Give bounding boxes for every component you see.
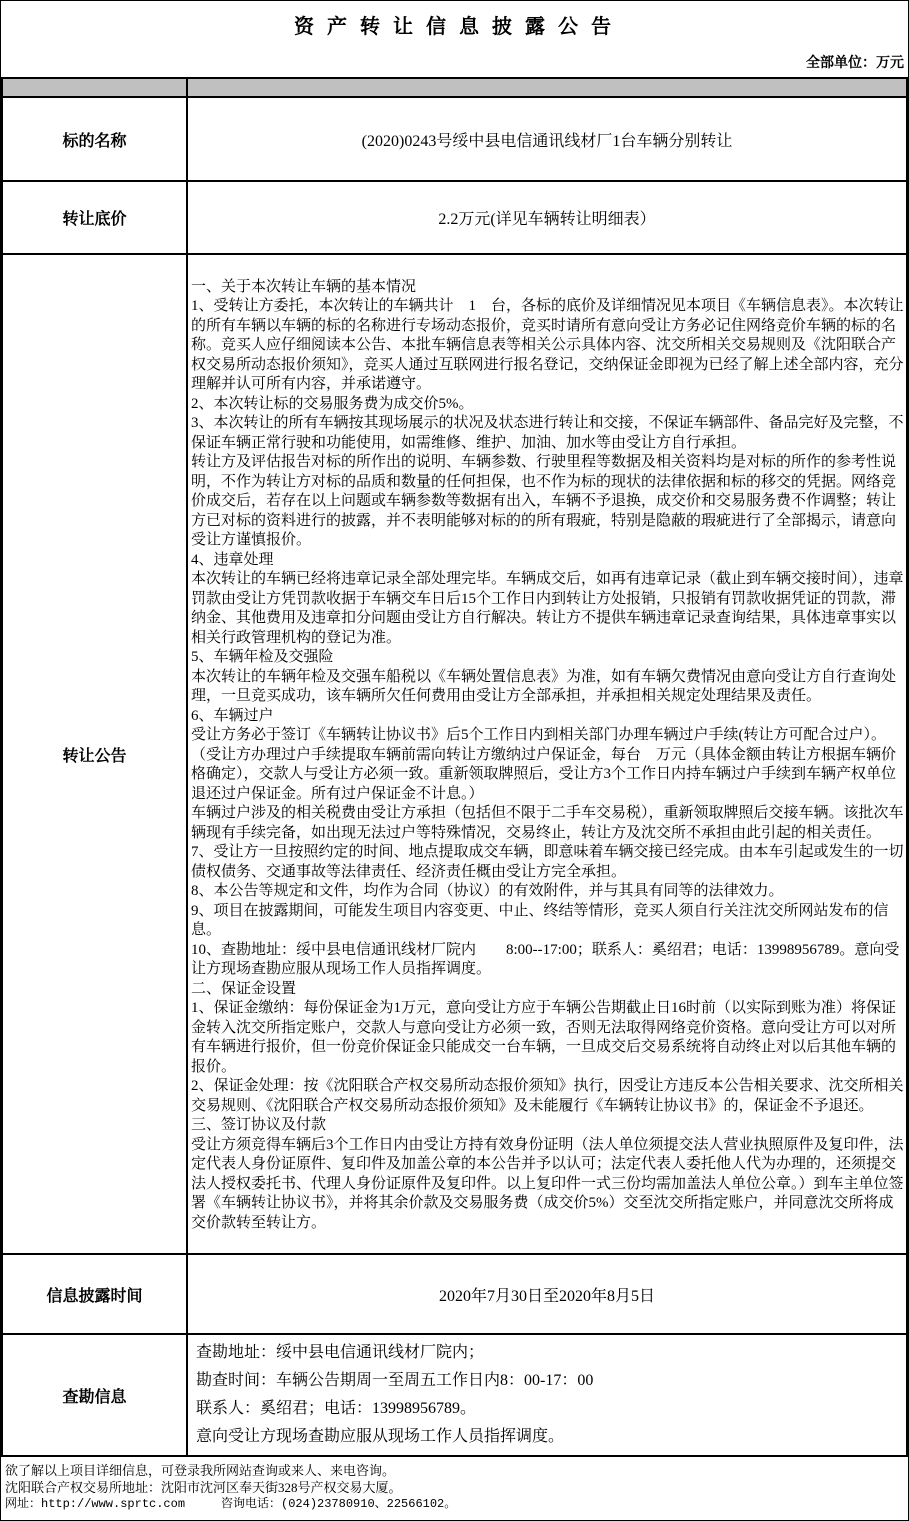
announcement-paragraph: 本次转让的车辆年检及交强车船税以《车辆处置信息表》为准，如有车辆欠费情况由意向受让方自行查询处理，一旦竞买成功，该车辆所欠任何费用由受让方全部承担，并承担相关规定处理结果及责任。	[191, 668, 897, 705]
announcement-paragraph: 本次转让的车辆已经将违章记录全部处理完毕。车辆成交后，如再有违章记录（截止到车辆交接时间），违章罚款由受让方凭罚款收据于车辆交车日后15个工作日内到转让方处报销，只报销有罚款收据凭证的罚款，滞纳金、其他费用及违章扣分问题由受让方自行解决。转让方不提供车辆违章记录查询结果，具体违章事实以相关行政管理机构的登记为准。	[191, 571, 904, 646]
announcement-text	[187, 254, 907, 1254]
table-row-announcement	[2, 254, 907, 1254]
announcement-paragraph: 1、保证金缴纳：每份保证金为1万元，意向受让方应于车辆公告期截止日16时前（以实际到账为准）将保证金转入沈交所指定账户，交款人与意向受让方必须一致，否则无法取得网络竞价资格。意向受让方可以对所有车辆进行报价，但一份竞价保证金只能成交一台车辆，一旦成交后交易系统将自动终止对以后其他车辆的报价。	[191, 1000, 897, 1075]
announcement-paragraph: 4、违章处理	[191, 551, 274, 568]
announcement-paragraph: 受让方务必于签订《车辆转让协议书》后5个工作日内到相关部门办理车辆过户手续(转让方可配合过户）。（受让方办理过户手续提取车辆前需向转让方缴纳过户保证金，每台 万元（具体金额由转让方根据车辆价格确定），交款人与受让方必须一致。重新领取牌照后，受让方3个工作日内持车辆过户手续到车辆产权单位退还过户保证金。所有过户保证金不计息。）	[191, 727, 897, 802]
announcement-label: 转让公告	[2, 254, 187, 1254]
announcement-paragraph: 10、查勘地址：绥中县电信通讯线材厂院内 8:00--17:00；联系人：奚绍君；电话：13998956789。意向受让方现场查勘应服从现场工作人员指挥调度。	[191, 941, 900, 978]
table-row-price	[2, 181, 907, 254]
survey-info-label: 查勘信息	[2, 1334, 187, 1456]
announcement-paragraph: 三、签订协议及付款	[191, 1117, 327, 1134]
survey-line-contact: 联系人：奚绍君；电话：13998956789。	[196, 1400, 477, 1417]
header-band-value-cell	[187, 78, 907, 97]
subject-label: 标的名称	[2, 97, 187, 181]
survey-line-note: 意向受让方现场查勘应服从现场工作人员指挥调度。	[196, 1428, 565, 1445]
price-value: 2.2万元(详见车辆转让明细表）	[187, 181, 907, 254]
subject-value: (2020)0243号绥中县电信通讯线材厂1台车辆分别转让	[187, 97, 907, 181]
survey-line-time: 勘查时间：车辆公告期周一至周五工作日内8：00-17：00	[196, 1372, 594, 1389]
table-row-subject	[2, 97, 907, 181]
survey-line-address: 查勘地址：绥中县电信通讯线材厂院内；	[196, 1344, 485, 1361]
announcement-paragraph: 受让方须竞得车辆后3个工作日内由受让方持有效身份证明（法人单位须提交法人营业执照原件及复印件，法定代表人身份证原件、复印件及加盖公章的本公告并予以认可；法定代表人委托他人代为办理的，还须提交法人授权委托书、代理人身份证原件及复印件。以上复印件一式三份均需加盖法人单位公章。）到车主单位签署《车辆转让协议书》，并将其余价款及交易服务费（成交价5%）交至沈交所指定账户，并同意沈交所将成交价款转至转让方。	[191, 1136, 904, 1231]
announcement-paragraph: 二、保证金设置	[191, 980, 297, 997]
footer-line-address: 沈阳联合产权交易所地址：沈阳市沈河区奉天街328号产权交易大厦。	[5, 1480, 402, 1495]
footer-line-website-phone: 网址：http://www.sprtc.com 咨询电话：(024)23780910、22566102。	[5, 1497, 457, 1511]
announcement-paragraph: 车辆过户涉及的相关税费由受让方承担（包括但不限于二手车交易税），重新领取牌照后交接车辆。该批次车辆现有手续完备，如出现无法过户等特殊情况，交易终止，转让方及沈交所不承担由此引起的相关责任。	[191, 805, 904, 841]
disclosure-time-label: 信息披露时间	[2, 1254, 187, 1334]
announcement-paragraph: 1、受转让方委托，本次转让的车辆共计 1 台，各标的底价及详细情况见本项目《车辆信息表》。本次转让的所有车辆以车辆的标的名称进行专场动态报价，竞买时请所有意向受让方务必记住网络竞价车辆的标的名称。竞买人应仔细阅读本公告、本批车辆信息表等相关公示具体内容、沈交所相关交易规则及《沈阳联合产权交易所动态报价须知》，竞买人通过互联网进行报名登记，交纳保证金即视为已经了解上述全部内容，充分理解并认可所有内容，并承诺遵守。	[191, 298, 904, 393]
survey-info-text	[187, 1334, 907, 1456]
unit-note: 全部单位：万元	[806, 56, 904, 71]
announcement-paragraph: 6、车辆过户	[191, 707, 274, 724]
table-row-disclosure-time	[2, 1254, 907, 1334]
announcement-paragraph: 3、本次转让的所有车辆按其现场展示的状况及状态进行转让和交接，不保证车辆部件、备品完好及完整，不保证车辆正常行驶和功能使用，如需维修、维护、加油、加水等由受让方自行承担。	[191, 415, 904, 451]
announcement-paragraph: 2、本次转让标的交易服务费为成交价5%。	[191, 395, 474, 412]
announcement-table	[1, 77, 908, 1457]
footer-line-info: 欲了解以上项目详细信息，可登录我所网站查询或来人、来电咨询。	[5, 1463, 396, 1478]
announcement-paragraph: 9、项目在披露期间，可能发生项目内容变更、中止、终结等情形，竞买人须自行关注沈交所网站发布的信息。	[191, 902, 889, 939]
disclosure-time-value: 2020年7月30日至2020年8月5日	[187, 1254, 907, 1334]
announcement-paragraph: 5、车辆年检及交强险	[191, 649, 334, 666]
announcement-paragraph: 一、关于本次转让车辆的基本情况	[191, 278, 417, 295]
announcement-paragraph: 8、本公告等规定和文件，均作为合同（协议）的有效附件，并与其具有同等的法律效力。	[191, 883, 784, 900]
footer-notes	[1, 1457, 908, 1520]
announcement-paragraph: 2、保证金处理：按《沈阳联合产权交易所动态报价须知》执行，因受让方违反本公告相关要求、沈交所相关交易规则、《沈阳联合产权交易所动态报价须知》及未能履行《车辆转让协议书》的，保证金不予退还。	[191, 1078, 904, 1114]
price-label: 转让底价	[2, 181, 187, 254]
header-band-label-cell	[2, 78, 187, 97]
table-row-survey-info	[2, 1334, 907, 1456]
announcement-paragraph: 7、受让方一旦按照约定的时间、地点提取成交车辆，即意味着车辆交接已经完成。由本车引起或发生的一切债权债务、交通事故等法律责任、经济责任概由受让方完全承担。	[191, 844, 904, 880]
announcement-paragraph: 转让方及评估报告对标的所作出的说明、车辆参数、行驶里程等数据及相关资料均是对标的所作的参考性说明，不作为转让方对标的品质和数量的任何担保，也不作为标的现状的法律依据和标的移交的凭据。网络竞价成交后，若存在以上问题或车辆参数等数据有出入，车辆不予退换，成交价和交易服务费不作调整；转让方已对标的资料进行的披露，并不表明能够对标的的所有瑕疵，特别是隐蔽的瑕疵进行了全部揭示，请意向受让方谨慎报价。	[191, 454, 897, 549]
table-header-band	[2, 78, 907, 97]
page-title: 资 产 转 让 信 息 披 露 公 告	[294, 16, 615, 38]
